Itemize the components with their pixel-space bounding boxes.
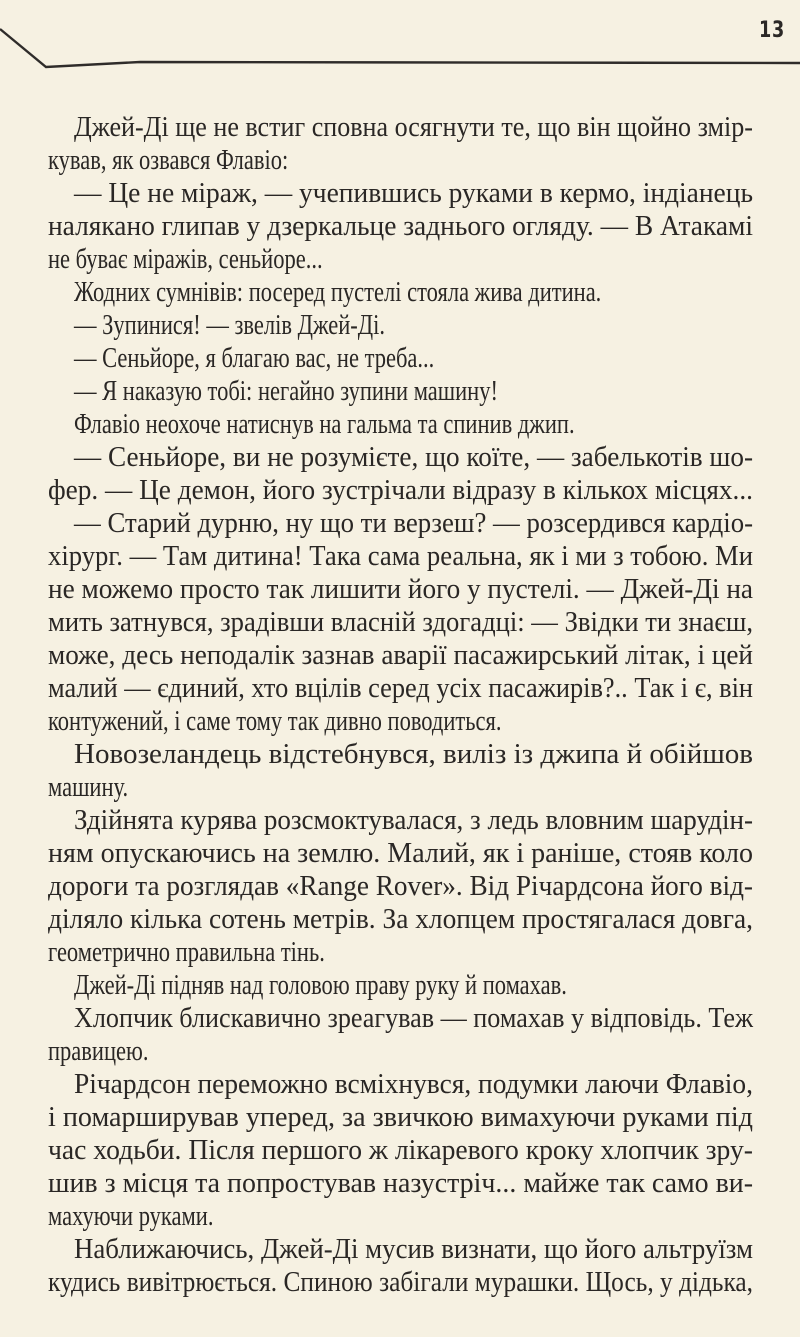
text-line: — Це не міраж, — учепившись руками в кермо, індіанець [74, 178, 753, 209]
text-line: — Сеньйоре, я благаю вас, не треба... [74, 343, 435, 374]
page-number: 13 [759, 18, 786, 43]
text-line: геометрично правильна тінь. [48, 937, 325, 968]
text-line: контужений, і саме тому так дивно поводиться. [48, 706, 502, 737]
text-line: фер. — Це демон, його зустрічали відразу в кількох місцях... [48, 475, 753, 506]
text-line: мить затнувся, зрадівши власній здогадці: — Звідки ти знаєш, [48, 607, 753, 638]
text-line: діляло кілька сотень метрів. За хлопцем простягалася довга, [48, 904, 753, 935]
text-line: малий — єдиний, хто вцілів серед усіх пасажирів?.. Так і є, він [48, 673, 753, 704]
text-line: Здійнята курява розсмоктувалася, з ледь вловним шарудін- [74, 805, 753, 836]
text-line: махуючи руками. [48, 1201, 214, 1232]
text-line: кував, як озвався Флавіо: [48, 145, 289, 176]
text-line: Новозеландець відстебнувся, виліз із джипа й обійшов [74, 739, 753, 770]
body-text [48, 111, 753, 1299]
text-line: Наближаючись, Джей-Ді мусив визнати, що його альтруїзм [74, 1234, 753, 1265]
text-line: ням опускаючись на землю. Малий, як і раніше, стояв коло [48, 838, 753, 869]
text-line: Джей-Ді підняв над головою праву руку й помахав. [74, 970, 567, 1001]
header-rule-decoration [0, 0, 800, 80]
text-line: час ходьби. Після першого ж лікаревого кроку хлопчик зру- [48, 1135, 753, 1166]
text-line: — Старий дурню, ну що ти верзеш? — розсердився кардіо- [74, 508, 753, 539]
text-line: — Я наказую тобі: негайно зупини машину! [74, 376, 498, 407]
text-line: дороги та розглядав «Range Rover». Від Річардсона його від- [48, 871, 753, 902]
text-line: не буває міражів, сеньйоре... [48, 244, 323, 275]
text-line: Річардсон переможно всміхнувся, подумки лаючи Флавіо, [74, 1069, 753, 1100]
text-line: — Сеньйоре, ви не розумієте, що коїте, — забелькотів шо- [74, 442, 753, 473]
text-line: і помарширував уперед, за звичкою вимахуючи руками під [48, 1102, 753, 1133]
text-line: машину. [48, 772, 129, 803]
text-line: правицею. [48, 1036, 149, 1067]
text-line: — Зупинися! — звелів Джей-Ді. [74, 310, 386, 341]
text-line: налякано глипав у дзеркальце заднього огляду. — В Атакамі [48, 211, 753, 242]
text-line: може, десь неподалік зазнав аварії пасажирський літак, і цей [48, 640, 753, 671]
text-line: Хлопчик блискавично зреагував — помахав у відповідь. Теж [74, 1003, 753, 1034]
text-line: Жодних сумнівів: посеред пустелі стояла жива дитина. [74, 277, 602, 308]
text-line: кудись вивітрюється. Спиною забігали мурашки. Щось, у дідька, [48, 1267, 753, 1298]
text-line: Джей-Ді ще не встиг сповна осягнути те, що він щойно змір- [74, 112, 753, 143]
text-line: шив з місця та попростував назустріч... майже так само ви- [48, 1168, 753, 1199]
text-line: Флавіо неохоче натиснув на гальма та спинив джип. [74, 409, 575, 440]
text-line: не можемо просто так лишити його у пустелі. — Джей-Ді на [48, 574, 753, 605]
text-line: хірург. — Там дитина! Така сама реальна, як і ми з тобою. Ми [48, 541, 753, 572]
